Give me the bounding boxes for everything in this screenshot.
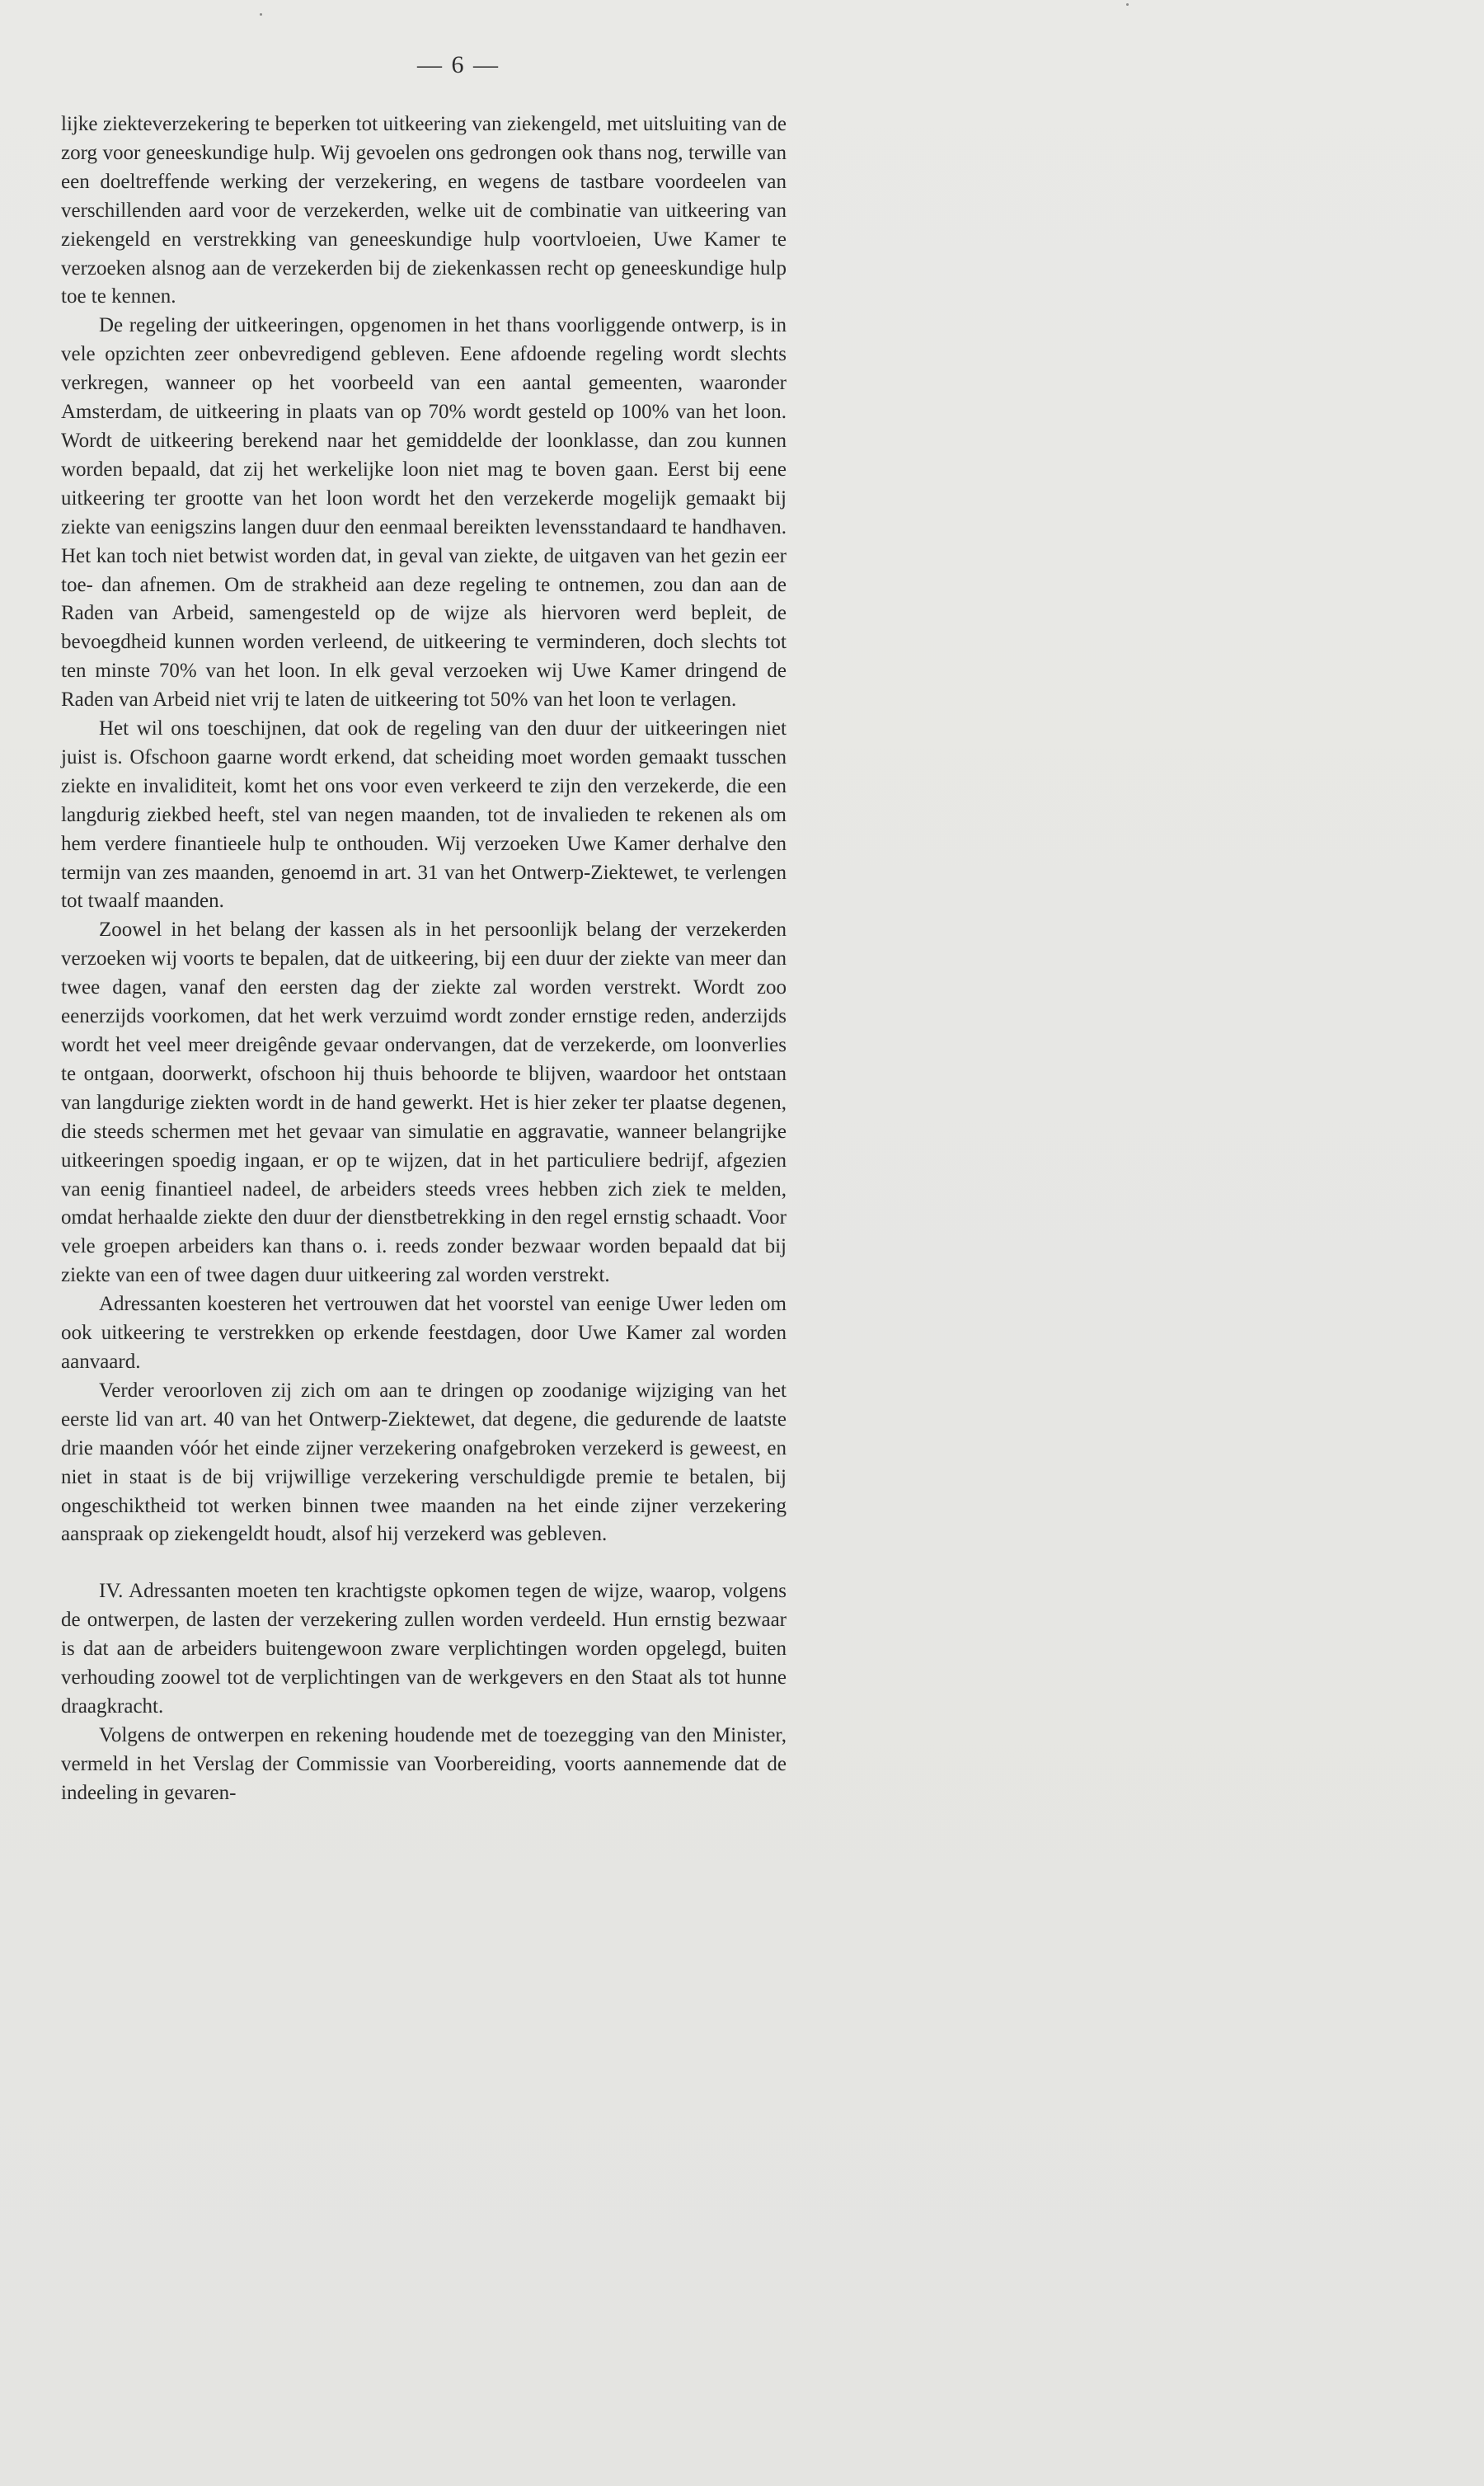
- paragraph: lijke ziekteverzekering te beperken tot uitkeering van ziekengeld, met uitsluiting van de zorg voor geneeskundige hulp. Wij gevoelen ons gedrongen ook thans nog, terwille van een doeltreffende werking der verzekering, en wegens de tastbare voordeelen van verschillenden aard voor de verzekerden, welke uit de combinatie van uitkeering van ziekengeld en verstrekking van geneeskundige hulp voortvloeien, Uwe Kamer te verzoeken alsnog aan de verzekerden bij de ziekenkassen recht op geneeskundige hulp toe te kennen.: [61, 113, 787, 308]
- page-number: — 6 —: [417, 51, 500, 78]
- paragraph: Zoowel in het belang der kassen als in het persoonlijk belang der verzekerden verzoeken wij voorts te bepalen, dat de uitkeering, bij een duur der ziekte van meer dan twee dagen, vanaf den eersten dag der ziekte zal worden verstrekt. Wordt zoo eenerzijds voorkomen, dat het werk verzuimd wordt zonder ernstige reden, anderzijds wordt het veel meer dreigênde gevaar ondervangen, dat de verzekerde, om loonverlies te ontgaan, doorwerkt, ofschoon hij thuis behoorde te blijven, waardoor het ontstaan van langdurige ziekten wordt in de hand gewerkt. Het is hier zeker ter plaatse degenen, die steeds schermen met het gevaar van simulatie en aggravatie, wanneer belangrijke uitkeeringen spoedig ingaan, er op te wijzen, dat in het particuliere bedrijf, afgezien van eenig finantieel nadeel, de arbeiders steeds vrees hebben zich ziek te melden, omdat herhaalde ziekte den duur der dienstbetrekking in den regel ernstig schaadt. Voor vele groepen arbeiders kan thans o. i. reeds zonder bezwaar worden bepaald dat bij ziekte van een of twee dagen duur uitkeering zal worden verstrekt.: [61, 919, 787, 1287]
- body-text: [61, 110, 787, 1808]
- paragraph: Verder veroorloven zij zich om aan te dringen op zoodanige wijziging van het eerste lid van art. 40 van het Ontwerp-Ziektewet, dat degene, die gedurende de laatste drie maanden vóór het einde zijner verzekering onafgebroken verzekerd is geweest, en niet in staat is de bij vrijwillige verzekering verschuldigde premie te betalen, bij ongeschiktheid tot werken binnen twee maanden na het einde zijner verzekering aanspraak op ziekengeldt houdt, alsof hij verzekerd was gebleven.: [61, 1379, 787, 1546]
- paragraph: Adressanten koesteren het vertrouwen dat het voorstel van eenige Uwer leden om ook uitkeering te verstrekken op erkende feestdagen, door Uwe Kamer zal worden aanvaard.: [61, 1293, 787, 1373]
- paragraph: Het wil ons toeschijnen, dat ook de regeling van den duur der uitkeeringen niet juist is. Ofschoon gaarne wordt erkend, dat scheiding moet worden gemaakt tusschen ziekte en invaliditeit, komt het ons voor even verkeerd te zijn den verzekerde, die een langdurig ziekbed heeft, stel van negen maanden, tot de invalieden te rekenen als om hem verdere finantieele hulp te onthouden. Wij verzoeken Uwe Kamer derhalve den termijn van zes maanden, genoemd in art. 31 van het Ontwerp-Ziektewet, te verlengen tot twaalf maanden.: [61, 717, 787, 913]
- paragraph: De regeling der uitkeeringen, opgenomen in het thans voorliggende ontwerp, is in vele opzichten zeer onbevredigend gebleven. Eene afdoende regeling wordt slechts verkregen, wanneer op het voorbeeld van een aantal gemeenten, waaronder Amsterdam, de uitkeering in plaats van op 70% wordt gesteld op 100% van het loon. Wordt de uitkeering berekend naar het gemiddelde der loonklasse, dan zou kunnen worden bepaald, dat zij het werkelijke loon niet mag te boven gaan. Eerst bij eene uitkeering ter grootte van het loon wordt het den verzekerde mogelijk gemaakt bij ziekte van eenigszins langen duur den eenmaal bereikten levensstandaard te handhaven. Het kan toch niet betwist worden dat, in geval van ziekte, de uitgaven van het gezin eer toe- dan afnemen. Om de strakheid aan deze regeling te ontnemen, zou dan aan de Raden van Arbeid, samengesteld op de wijze als hiervoren werd bepleit, de bevoegdheid kunnen worden verleend, de uitkeering te verminderen, doch slechts tot ten minste 70% van het loon. In elk geval verzoeken wij Uwe Kamer dringend de Raden van Arbeid niet vrij te laten de uitkeering tot 50% van het loon te verlagen.: [61, 314, 787, 712]
- section-iv-paragraph: IV. Adressanten moeten ten krachtigste opkomen tegen de wijze, waarop, volgens de ontwerpen, de lasten der verzekering zullen worden verdeeld. Hun ernstig bezwaar is dat aan de arbeiders buitengewoon zware verplichtingen worden opgelegd, buiten verhouding zoowel tot de verplichtingen van de werkgevers en den Staat als tot hunne draagkracht.: [61, 1580, 787, 1718]
- scan-speck: [260, 13, 262, 16]
- scan-speck: [1126, 3, 1129, 6]
- paragraph: Volgens de ontwerpen en rekening houdende met de toezegging van den Minister, vermeld in het Verslag der Commissie van Voorbereiding, voorts aannemende dat de indeeling in gevaren-: [61, 1723, 787, 1804]
